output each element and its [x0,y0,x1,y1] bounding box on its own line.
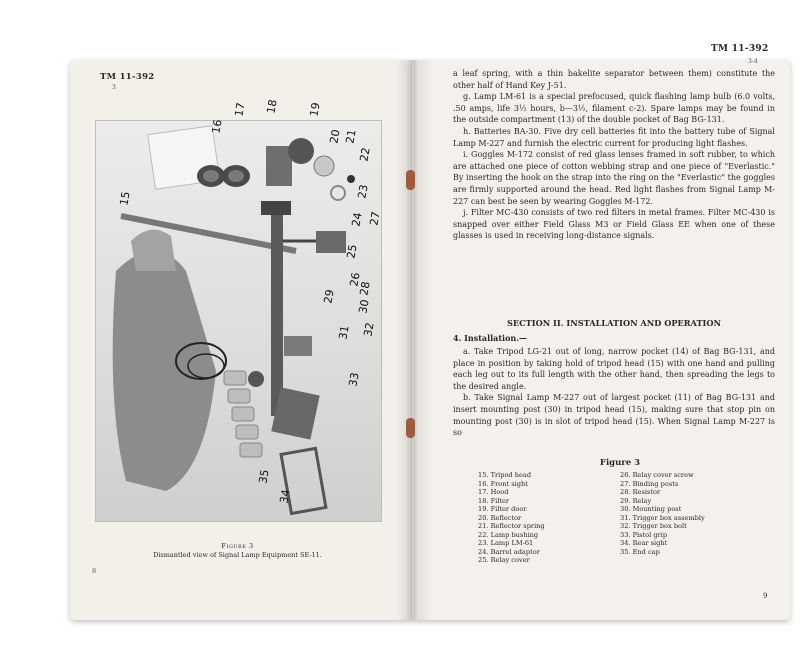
callout-number: 35 [256,468,272,485]
equipment-photo [95,120,382,522]
callout-number: 34 [277,488,293,505]
callout-number: 16 [209,118,225,135]
right-page-header: TM 11-392 [711,44,769,54]
legend-item: 25. Relay cover [478,556,530,564]
subsection-title: 4. Installation.— [453,333,528,343]
staple-top [406,170,415,190]
figure-caption [95,542,380,560]
para-j: j. Filter MC-430 consists of two red filters in metal frames. Filter MC-430 is snapped over either Field Glass M3 or Field Glass EE when one of these glasses is used in receiving long-distance signals. [453,208,775,241]
para-4a: a. Take Tripod LG-21 out of long, narrow pocket (14) of Bag BG-131, and place in position by taking hold of tripod head (15) with one hand and pulling each leg out to its full length with the other hand, then spreading the legs to the desired angle. [453,347,775,391]
section-title: SECTION II. INSTALLATION AND OPERATION [506,318,721,328]
callout-number: 18 [264,98,280,115]
legend-right [620,471,705,556]
book-gutter [396,60,432,620]
callout-number: 24 [349,211,365,228]
callout-number: 21 [343,128,359,145]
callout-number: 30 [356,298,372,315]
para-i: i. Goggles M-172 consist of red glass lenses framed in soft rubber, to which are attached one piece of cotton webbing strap and one piece of "Everlastic." By inserting the hook on the strap into the ring on the "Everlastic" the goggles are firmly supported around the head. Red light flashes from Signal Lamp M-227 can best be seen by wearing Goggles M-172. [453,150,775,206]
para-4b: b. Take Signal Lamp M-227 out of largest pocket (11) of Bag BG-131 and insert mounting post (30) in tripod head (15), making sure that stop pin on mounting post (30) is in slot of tripod head (15). When Signal Lamp M-227 is so [453,393,775,438]
legend-item: 34. Rear sight [620,539,668,547]
right-page-number: 9 [763,592,768,600]
left-page-number: 8 [92,567,97,575]
legend-item: 17. Hood [478,488,509,496]
para-g: g. Lamp LM-61 is a special prefocused, quick flashing lamp bulb (6.0 volts, .50 amps, life 3½ hours, b—3½, filament c-2). Spare lamps may be found in the outside compartment (13) of the double pocket of Bag BG-131. [453,92,775,125]
legend-item: 18. Filter [478,496,510,505]
callout-number: 32 [361,321,377,338]
callout-number: 23 [355,183,371,200]
callout-number: 25 [344,243,360,260]
equipment-photo-drawing [96,121,381,521]
callout-number: 22 [357,146,373,163]
para-continued: a leaf spring, with a thin bakelite separator between them) constitute the other half of Hand Key J-51. [453,69,775,90]
callout-number: 27 [367,210,383,227]
legend-item: 33. Pistol grip [620,530,668,539]
left-page-header-sub: 3 [112,84,116,91]
left-page-header: TM 11-392 [100,72,155,82]
figure-caption-label: Figure 3 [221,542,254,550]
para-h: h. Batteries BA-30. Five dry cell batteries fit into the battery tube of Signal Lamp M-227 and furnish the electric current for producing light flashes. [453,126,775,148]
body-text-install [453,346,775,439]
callout-number: 15 [117,190,133,207]
legend-item: 21. Reflector spring [478,522,545,530]
callout-number: 31 [336,324,352,341]
legend-item: 29. Relay [620,496,652,505]
legend-item: 16. Front sight [478,479,528,488]
legend-item: 32. Trigger box bolt [620,522,687,530]
figure3-title: Figure 3 [599,458,641,468]
callout-number: 26 [347,271,363,288]
legend-item: 28. Resistor [620,488,661,496]
callout-number: 29 [321,288,337,305]
legend-item: 31. Trigger box assembly [620,513,705,522]
legend-item: 22. Lamp bushing [478,530,539,539]
legend-item: 35. End cap [620,547,660,556]
body-text-top [453,68,775,242]
legend-item: 23. Lamp LM-61 [478,539,534,547]
legend-item: 20. Reflector [478,513,522,522]
callout-number: 19 [307,101,323,118]
figure-caption-text: Dismantled view of Signal Lamp Equipment SE-11. [153,551,322,559]
callout-number: 20 [327,128,343,145]
staple-bottom [406,418,415,438]
legend-item: 19. Filter door [478,505,527,513]
legend-item: 27. Binding posts [620,479,679,488]
legend-left [478,471,545,565]
callout-number: 17 [232,101,248,118]
legend-item: 15. Tripod head [478,471,532,479]
legend-item: 26. Relay cover screw [620,471,694,479]
callout-number: 33 [346,371,362,388]
legend-item: 30. Mounting post [620,505,682,513]
right-page-header-sub: 3-4 [748,58,758,65]
callout-number: 28 [357,280,373,297]
legend-item: 24. Barrel adaptor [478,547,540,556]
